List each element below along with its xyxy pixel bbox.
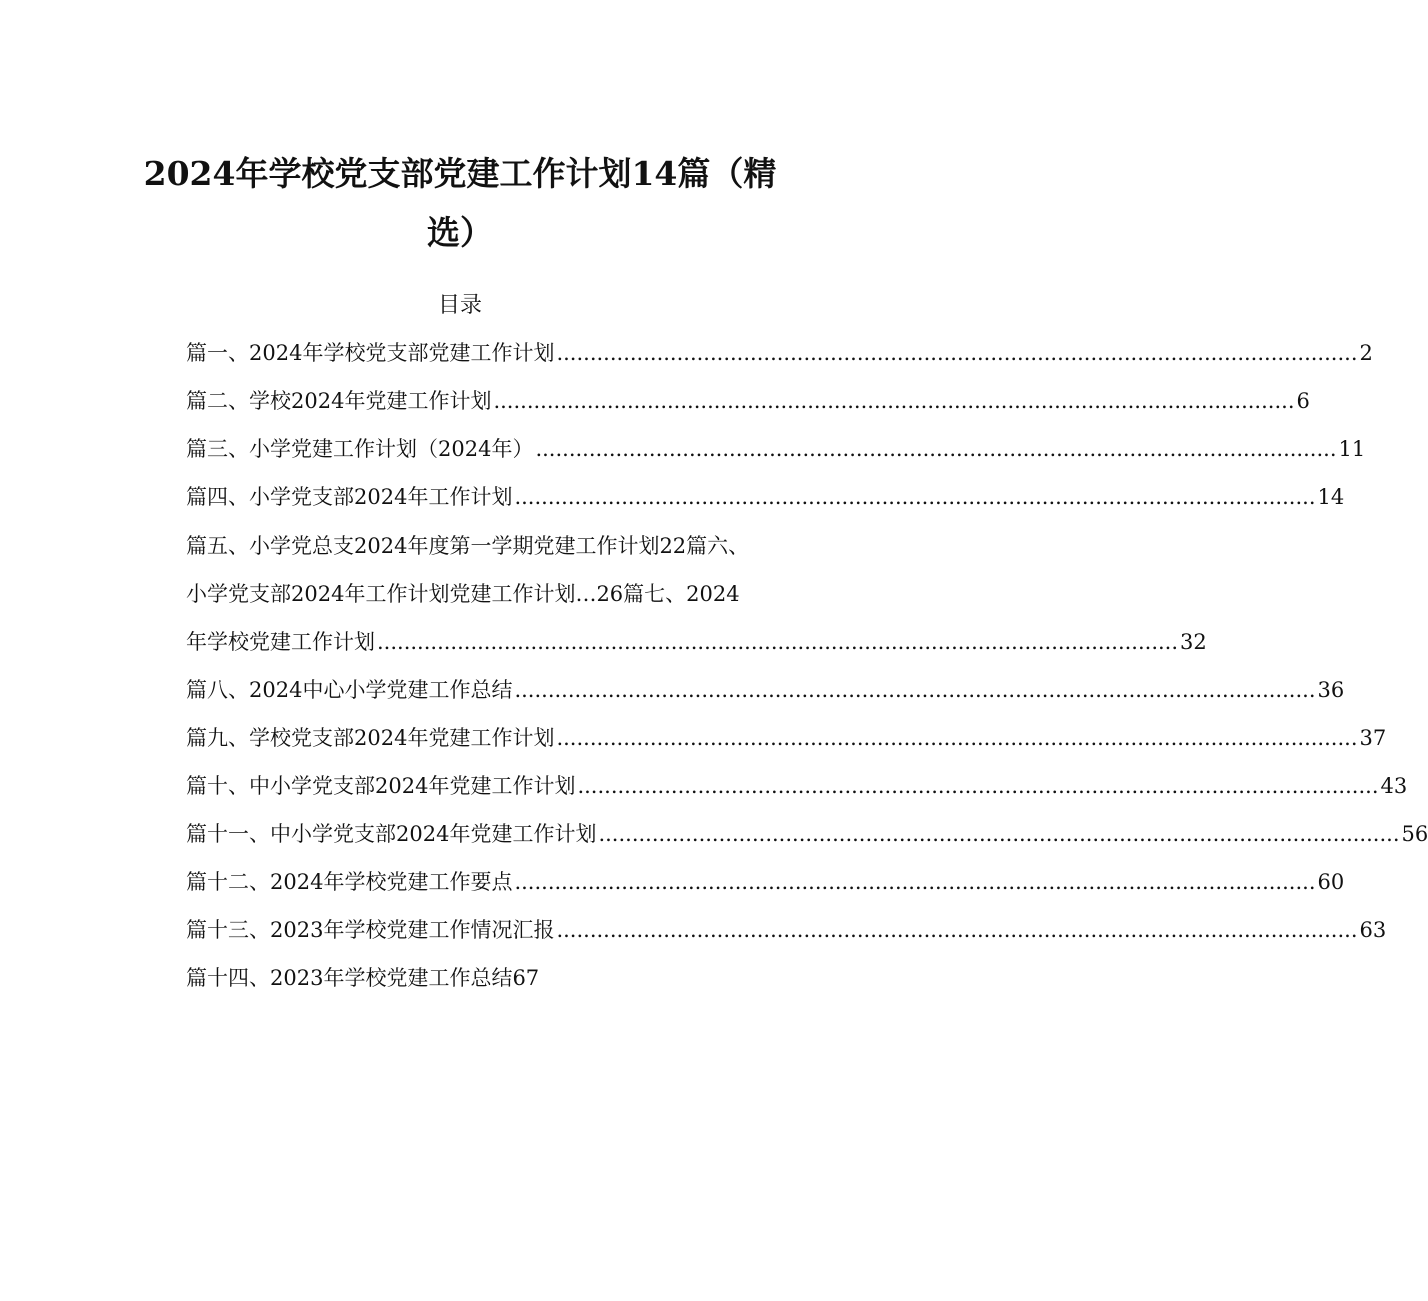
toc-heading: 目录 <box>437 293 482 318</box>
toc-leader-dots: ........................................................................................................................ <box>577 774 1379 798</box>
toc-entry-page: 36 <box>1317 678 1345 702</box>
toc-entry[interactable] <box>186 915 1387 945</box>
toc-leader-dots: ........................................................................................................................ <box>598 822 1400 846</box>
toc-entry-page: 63 <box>1359 918 1387 942</box>
toc-entry-page: 43 <box>1380 774 1408 798</box>
toc-entry-page: 6 <box>1296 389 1310 413</box>
toc-last-entry[interactable]: 篇十四、2023年学校党建工作总结67 <box>186 966 540 990</box>
toc-entry[interactable] <box>186 434 1366 464</box>
document-title-line-1: 2024年学校党支部党建工作计划14篇（精 <box>143 154 777 193</box>
toc-entry-label: 篇十一、中小学党支部2024年党建工作计划 <box>186 822 597 846</box>
toc-entry[interactable] <box>186 867 1345 897</box>
toc-entry-page: 37 <box>1359 726 1387 750</box>
toc-entry-label: 篇一、2024年学校党支部党建工作计划 <box>186 341 555 365</box>
toc-entry[interactable] <box>186 723 1387 753</box>
toc-entry[interactable] <box>186 771 1408 801</box>
toc-entry-page: 11 <box>1338 437 1366 461</box>
toc-entry-label: 篇三、小学党建工作计划（2024年） <box>186 437 534 461</box>
toc-entry-label: 篇十、中小学党支部2024年党建工作计划 <box>186 774 576 798</box>
toc-wrapped-line[interactable]: 篇五、小学党总支2024年度第一学期党建工作计划22篇六、 <box>186 534 750 558</box>
toc-entry-page: 60 <box>1317 870 1345 894</box>
toc-entry-page: 56 <box>1401 822 1428 846</box>
toc-entry-page: 2 <box>1359 341 1373 365</box>
toc-leader-dots: ........................................................................................................................ <box>535 437 1337 461</box>
document-title-line-2: 选） <box>427 213 493 252</box>
toc-entry-label: 篇八、2024中心小学党建工作总结 <box>186 678 513 702</box>
toc-leader-dots: ........................................................................................................................ <box>514 485 1316 509</box>
toc-entry[interactable] <box>186 482 1345 512</box>
toc-leader-dots: ........................................................................................................................ <box>377 630 1179 654</box>
toc-leader-dots: ........................................................................................................................ <box>514 870 1316 894</box>
toc-entry-label: 篇四、小学党支部2024年工作计划 <box>186 485 513 509</box>
toc-entry[interactable] <box>186 627 1207 657</box>
toc-entry[interactable] <box>186 386 1310 416</box>
toc-entry-label: 篇二、学校2024年党建工作计划 <box>186 389 492 413</box>
toc-entry[interactable] <box>186 338 1373 368</box>
toc-leader-dots: ........................................................................................................................ <box>514 678 1316 702</box>
toc-leader-dots: ........................................................................................................................ <box>556 341 1358 365</box>
toc-leader-dots: ........................................................................................................................ <box>556 726 1358 750</box>
toc-leader-dots: ........................................................................................................................ <box>493 389 1295 413</box>
toc-entry[interactable] <box>186 675 1345 705</box>
toc-wrapped-line[interactable]: 小学党支部2024年工作计划党建工作计划…26篇七、2024 <box>186 582 740 606</box>
toc-entry-label: 篇十二、2024年学校党建工作要点 <box>186 870 513 894</box>
toc-entry-page: 14 <box>1317 485 1345 509</box>
toc-entry-label: 年学校党建工作计划 <box>186 630 375 654</box>
toc-leader-dots: ........................................................................................................................ <box>556 918 1358 942</box>
toc-entry-page: 32 <box>1180 630 1207 654</box>
toc-entry-label: 篇九、学校党支部2024年党建工作计划 <box>186 726 555 750</box>
toc-entry[interactable] <box>186 819 1428 849</box>
toc-entry-label: 篇十三、2023年学校党建工作情况汇报 <box>186 918 555 942</box>
